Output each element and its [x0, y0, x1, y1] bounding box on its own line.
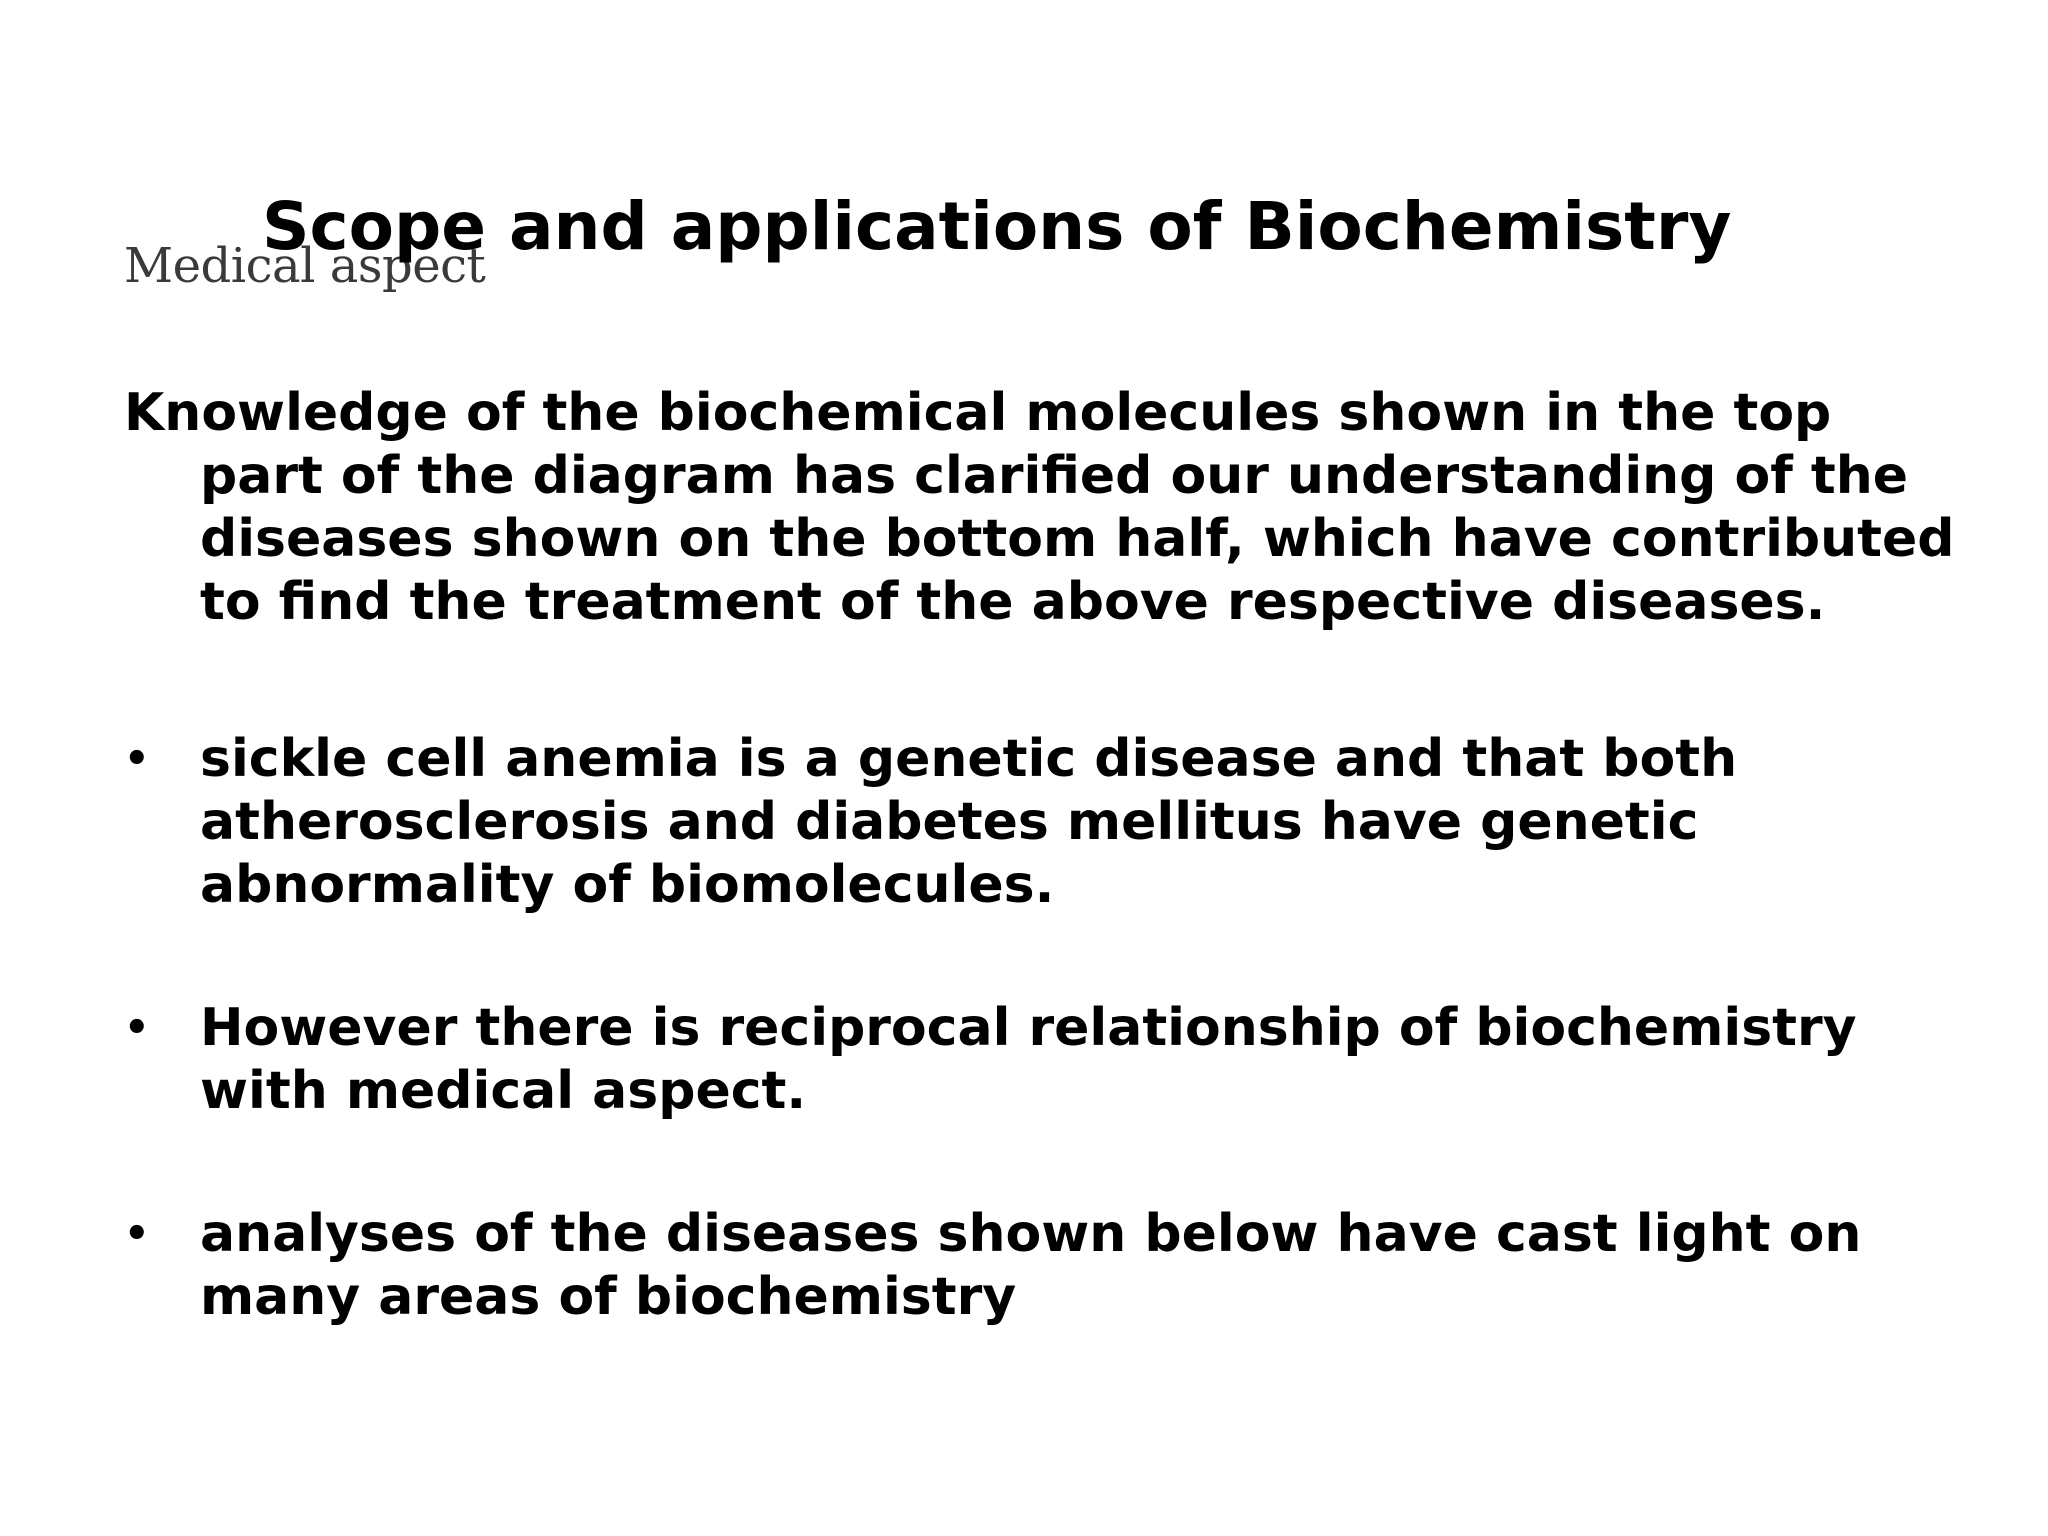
bullet-text: analyses of the diseases shown below have cast light on many areas of biochemistry [200, 1204, 1862, 1327]
bullet-item [124, 1203, 1964, 1329]
bullet-text: However there is reciprocal relationship of biochemistry with medical aspect. [200, 998, 1857, 1121]
bullet-icon: • [124, 736, 150, 782]
bullet-text: sickle cell anemia is a genetic disease and that both atherosclerosis and diabetes mellitus have genetic abnormality of biomolecules. [200, 729, 1738, 915]
bullet-item [124, 728, 1964, 917]
slide-title: Scope and applications of Biochemistry [262, 188, 1732, 265]
bullet-icon: • [124, 1211, 150, 1257]
slide-body [124, 382, 1964, 1329]
bullet-icon: • [124, 1005, 150, 1051]
intro-paragraph: Knowledge of the biochemical molecules shown in the top part of the diagram has clarified our understanding of the diseases shown on the bottom half, which have contributed to find the treatment of the above respective diseases. [124, 383, 1955, 632]
bullet-item [124, 997, 1964, 1123]
section-label: Medical aspect [124, 238, 486, 294]
